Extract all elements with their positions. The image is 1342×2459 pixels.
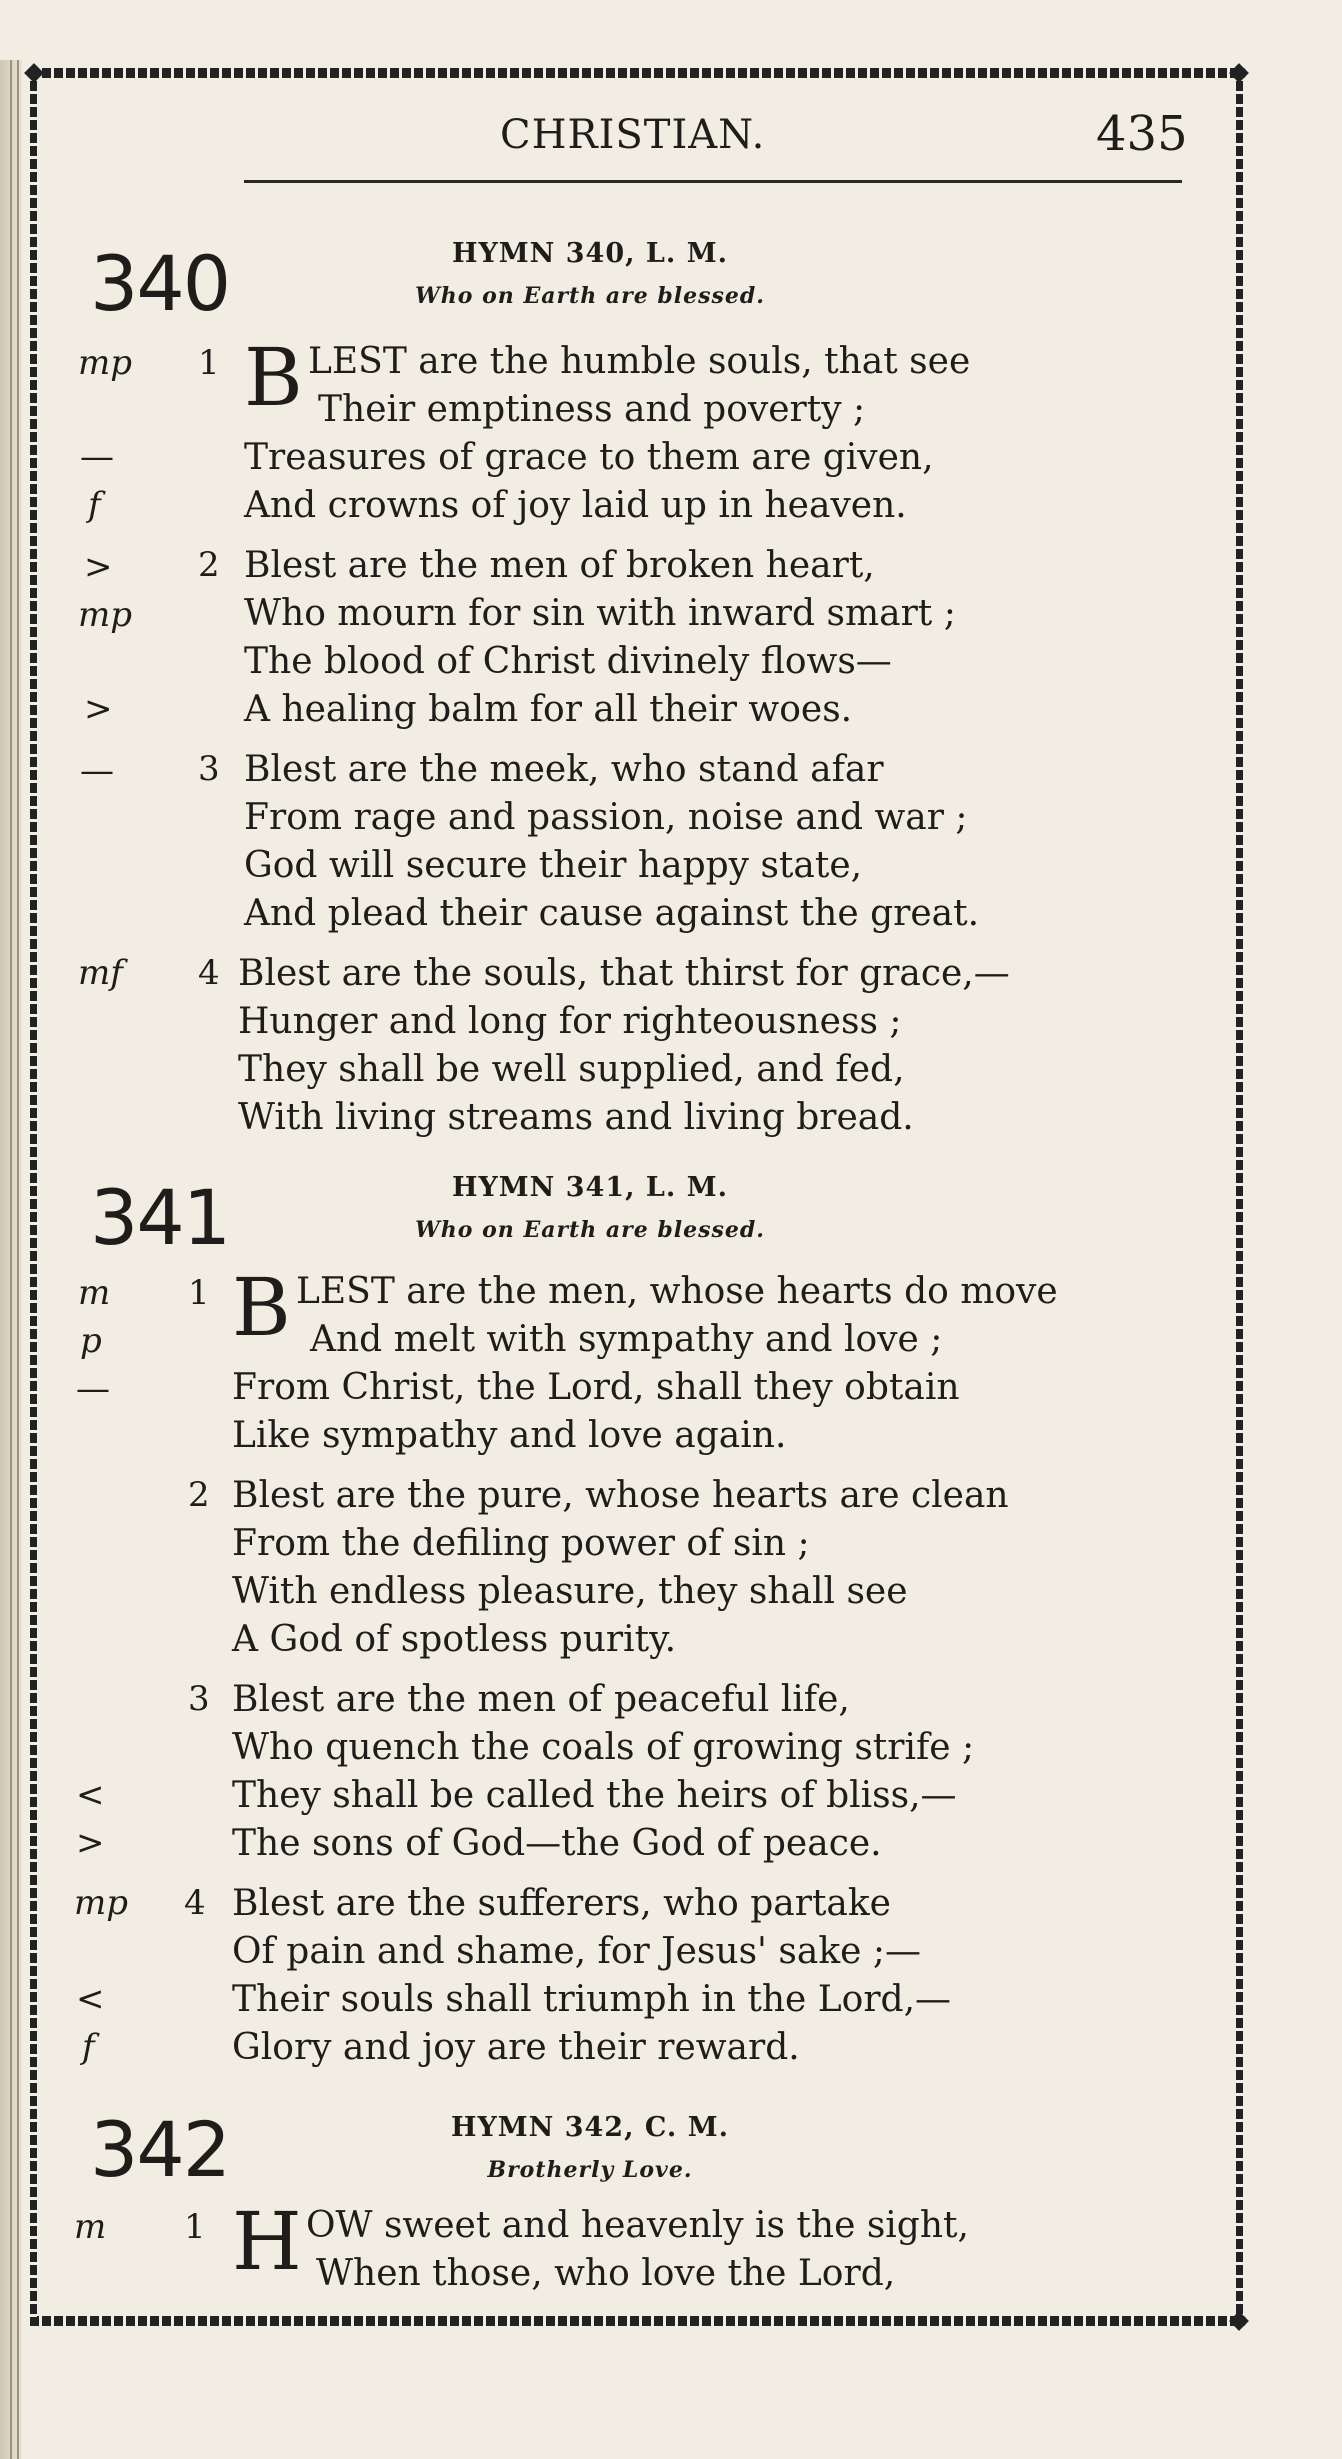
hymn-line: Like sympathy and love again. xyxy=(232,1415,787,1456)
verse-number: 1 xyxy=(188,1273,210,1313)
dynamic-mark: mp xyxy=(78,595,133,635)
verse-number: 3 xyxy=(198,749,220,789)
hymn-line: Blest are the men of peaceful life, xyxy=(232,1679,850,1720)
dynamic-mark: > xyxy=(84,689,113,729)
running-title: CHRISTIAN. xyxy=(500,112,766,158)
verse-number: 4 xyxy=(198,953,220,993)
corner-ornament xyxy=(1229,63,1249,83)
hymn-title: HYMN 341, L. M. xyxy=(452,1172,728,1203)
dynamic-mark: m xyxy=(78,1273,111,1313)
hymn-line: With endless pleasure, they shall see xyxy=(232,1571,908,1612)
verse-number: 3 xyxy=(188,1679,210,1719)
hymn-line: Blest are the meek, who stand afar xyxy=(244,749,884,790)
verse-number: 1 xyxy=(184,2207,206,2247)
hymn-line: Of pain and shame, for Jesus' sake ;— xyxy=(232,1931,922,1972)
dynamic-mark: > xyxy=(76,1823,105,1863)
ornamental-border-left xyxy=(30,68,37,2326)
hymn-line: OW sweet and heavenly is the sight, xyxy=(306,2205,969,2246)
hymn-subtitle: Who on Earth are blessed. xyxy=(415,1217,765,1243)
corner-ornament xyxy=(1229,2311,1249,2331)
verse-number: 4 xyxy=(184,1883,206,1923)
hymn-line: Blest are the men of broken heart, xyxy=(244,545,875,586)
dynamic-mark: mf xyxy=(78,953,123,993)
dynamic-mark: f xyxy=(88,485,101,525)
hymn-line: From the defiling power of sin ; xyxy=(232,1523,810,1564)
hymn-line: The sons of God—the God of peace. xyxy=(232,1823,882,1864)
hymn-subtitle: Who on Earth are blessed. xyxy=(415,283,765,309)
hymn-line: And crowns of joy laid up in heaven. xyxy=(244,485,907,526)
dynamic-mark: mp xyxy=(74,1883,129,1923)
verse-number: 1 xyxy=(198,343,220,383)
hymn-line: Their emptiness and poverty ; xyxy=(318,389,866,430)
hymn-line: The blood of Christ divinely flows— xyxy=(244,641,892,682)
drop-cap: B xyxy=(232,1261,291,1354)
hymn-line: From Christ, the Lord, shall they obtain xyxy=(232,1367,960,1408)
verse-number: 2 xyxy=(198,545,220,585)
hymn-line: Blest are the sufferers, who partake xyxy=(232,1883,891,1924)
ornamental-border-bottom xyxy=(30,2316,1246,2326)
hymn-line: LEST are the men, whose hearts do move xyxy=(296,1271,1058,1312)
dynamic-mark: mp xyxy=(78,343,133,383)
ornamental-border-right xyxy=(1236,68,1243,2326)
hymn-line: Their souls shall triumph in the Lord,— xyxy=(232,1979,952,2020)
corner-ornament xyxy=(24,63,44,83)
hymn-line: Treasures of grace to them are given, xyxy=(244,437,934,478)
drop-cap: H xyxy=(232,2195,302,2288)
hymn-line: Glory and joy are their reward. xyxy=(232,2027,800,2068)
drop-cap: B xyxy=(244,331,303,424)
hymn-title: HYMN 342, C. M. xyxy=(450,2112,729,2143)
hymn-line: LEST are the humble souls, that see xyxy=(308,341,971,382)
hymn-line: And plead their cause against the great. xyxy=(244,893,980,934)
page-number: 435 xyxy=(1096,106,1188,162)
gutter-line xyxy=(17,60,19,2459)
hymn-line: From rage and passion, noise and war ; xyxy=(244,797,968,838)
dynamic-mark: m xyxy=(74,2207,107,2247)
dynamic-mark: — xyxy=(80,437,114,477)
hymn-line: Blest are the souls, that thirst for grace,— xyxy=(238,953,1010,994)
hymn-number: 340 xyxy=(90,239,230,328)
ornamental-border-top xyxy=(30,68,1246,78)
hymn-number: 342 xyxy=(90,2105,230,2194)
dynamic-mark: p xyxy=(80,1321,102,1361)
dynamic-mark: f xyxy=(82,2027,95,2067)
hymn-line: A God of spotless purity. xyxy=(232,1619,677,1660)
hymn-line: Who quench the coals of growing strife ; xyxy=(232,1727,975,1768)
gutter-line xyxy=(10,60,12,2459)
dynamic-mark: — xyxy=(80,751,114,791)
header-divider xyxy=(244,180,1182,183)
hymn-line: They shall be well supplied, and fed, xyxy=(238,1049,905,1090)
hymn-line: Who mourn for sin with inward smart ; xyxy=(244,593,956,634)
hymn-number: 341 xyxy=(90,1173,230,1262)
hymn-line: Blest are the pure, whose hearts are clean xyxy=(232,1475,1009,1516)
hymn-title: HYMN 340, L. M. xyxy=(452,238,728,269)
hymn-line: When those, who love the Lord, xyxy=(316,2253,896,2294)
hymn-line: With living streams and living bread. xyxy=(238,1097,914,1138)
hymn-line: A healing balm for all their woes. xyxy=(244,689,853,730)
hymn-subtitle: Brotherly Love. xyxy=(487,2157,693,2183)
hymn-line: And melt with sympathy and love ; xyxy=(310,1319,943,1360)
dynamic-mark: < xyxy=(76,1775,105,1815)
dynamic-mark: < xyxy=(76,1979,105,2019)
verse-number: 2 xyxy=(188,1475,210,1515)
hymn-line: God will secure their happy state, xyxy=(244,845,863,886)
dynamic-mark: > xyxy=(84,547,113,587)
hymn-line: They shall be called the heirs of bliss,— xyxy=(232,1775,957,1816)
hymn-line: Hunger and long for righteousness ; xyxy=(238,1001,902,1042)
dynamic-mark: — xyxy=(76,1369,110,1409)
